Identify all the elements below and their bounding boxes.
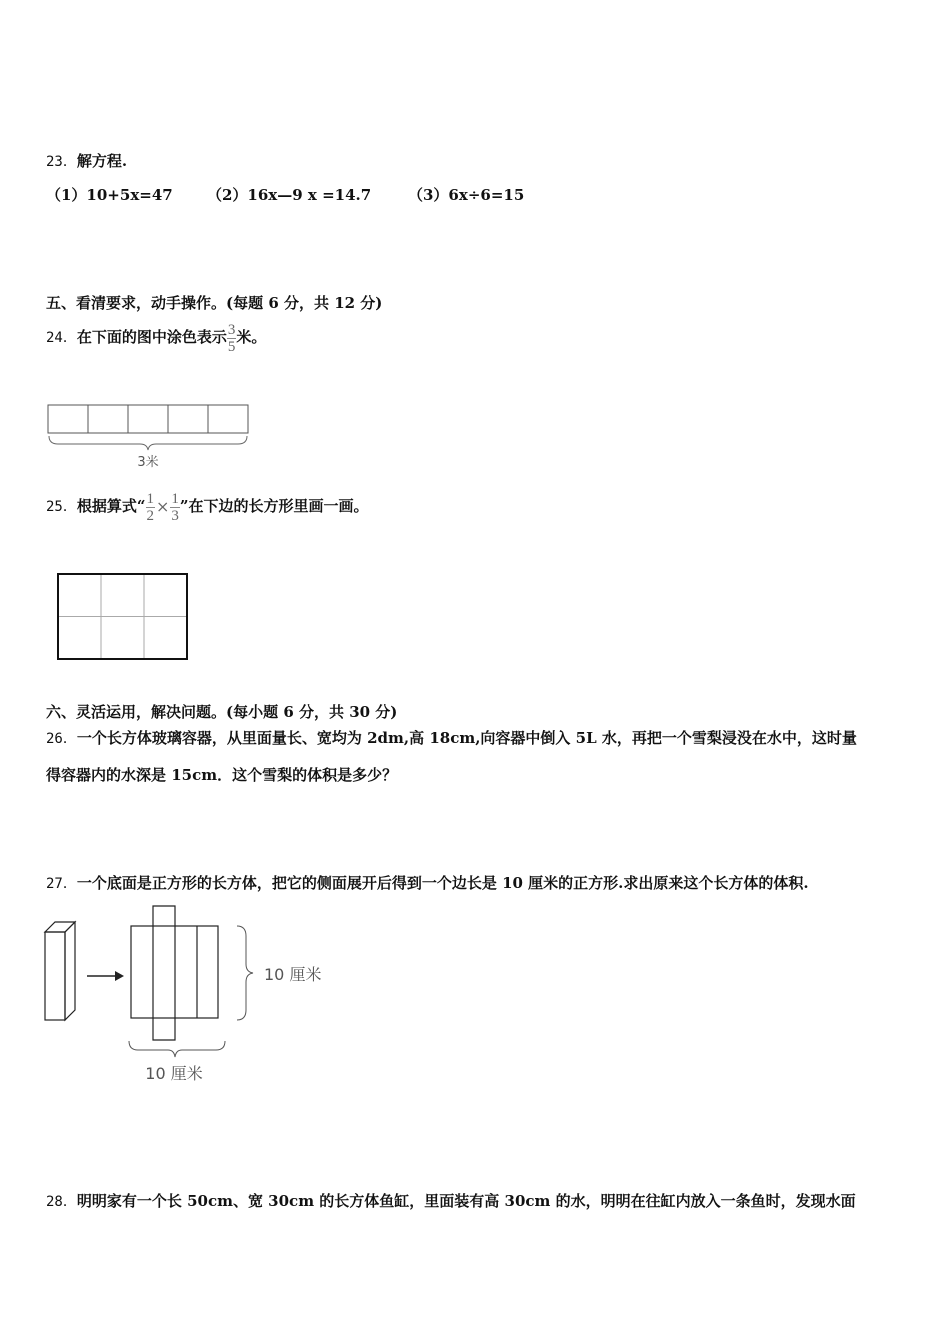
q27-text: [46, 873, 809, 894]
q24-text-before: 在下面的图中涂色表示: [76, 328, 227, 346]
q28-text-body: 明明家有一个长 50cm、宽 30cm 的长方体鱼缸，里面装有高 30cm 的水，明明在往缸内放入一条鱼时，发现水面: [76, 1192, 856, 1210]
q25-times: ×: [156, 497, 170, 516]
q24-text: [46, 320, 266, 355]
q27-label-width: 10 厘米: [145, 1064, 203, 1083]
q27-net-top-base: [153, 906, 175, 926]
q27-number: 27．: [46, 876, 77, 892]
q25-frac1-num: 1: [146, 490, 154, 507]
q24-figure-label: 3米: [137, 455, 159, 470]
q23-eq3: （3）6x÷6=15: [408, 186, 525, 204]
q27-prism: [45, 922, 75, 1020]
q23-heading: [46, 151, 127, 172]
q25-fraction-1: [146, 491, 156, 524]
q27-text-body: 一个底面是正方形的长方体，把它的侧面展开后得到一个边长是 10 厘米的正方形.求出原来这个长方体的体积.: [76, 874, 809, 892]
q24-frac-den: 5: [227, 338, 236, 355]
q25-frac1-den: 2: [146, 507, 154, 524]
q27-bottom-brace: [129, 1041, 225, 1057]
q27-net: [131, 906, 218, 1040]
q26-line1-text: 一个长方体玻璃容器，从里面量长、宽均为 2dm,高 18cm,向容器中倒入 5L 水，再把一个雪梨浸没在水中，这时量: [76, 729, 857, 747]
section6-title: 六、灵活运用，解决问题。(每小题 6 分，共 30 分): [46, 703, 398, 721]
q25-fraction-2: [170, 491, 180, 524]
q26-line2: 得容器内的水深是 15cm．这个雪梨的体积是多少？: [46, 766, 398, 784]
q25-rectangle-figure: [52, 568, 197, 668]
q27-net-bottom-base: [153, 1018, 175, 1040]
q28-text: [46, 1191, 856, 1212]
section5-title: 五、看清要求，动手操作。(每题 6 分，共 12 分): [46, 294, 383, 312]
q23-title: 解方程.: [76, 152, 128, 170]
q24-frac-num: 3: [227, 321, 236, 338]
q24-segment-bar: [48, 405, 248, 433]
q25-text: [46, 486, 369, 527]
q27-label-height: 10 厘米: [264, 965, 322, 984]
q24-fraction: [227, 322, 237, 355]
q25-text-after: ”在下边的长方形里画一画。: [179, 497, 369, 515]
q25-number: 25．: [46, 499, 77, 515]
q27-figure: [40, 900, 340, 1090]
q24-number: 24．: [46, 330, 77, 346]
q27-arrow-head: [115, 971, 124, 981]
q28-number: 28．: [46, 1194, 77, 1210]
q27-right-brace: [237, 926, 253, 1020]
q24-text-after: 米。: [236, 328, 267, 346]
q23-number: 23．: [46, 154, 77, 170]
q27-prism-front: [45, 932, 65, 1020]
q24-brace: [49, 436, 247, 450]
q26-number: 26．: [46, 731, 77, 747]
q26-line1: [46, 728, 857, 749]
q27-arrow: [87, 971, 124, 981]
q24-figure: [40, 398, 260, 478]
q23-eq2: （2）16x—9 x =14.7: [207, 186, 372, 204]
q25-text-before: 根据算式“: [76, 497, 146, 515]
q25-frac2-num: 1: [171, 490, 179, 507]
q23-eq1: （1）10+5x=47: [46, 186, 173, 204]
q24-bar-outline: [48, 405, 248, 433]
q27-prism-side: [65, 922, 75, 1020]
q25-frac2-den: 3: [171, 507, 179, 524]
